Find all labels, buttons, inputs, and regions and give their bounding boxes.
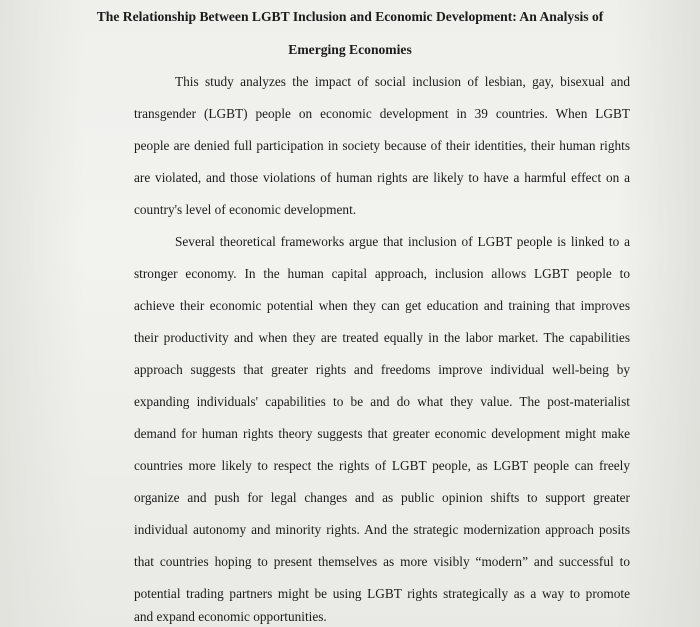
paragraph-2-line-1: Several theoretical frameworks argue that inclusion of LGBT people is linked to a — [175, 234, 630, 249]
paragraph-2-line-4: their productivity and when they are treated equally in the labor market. The capabilities — [134, 330, 630, 345]
paragraph-1-line-1: This study analyzes the impact of social inclusion of lesbian, gay, bisexual and — [175, 74, 630, 89]
paragraph-2-line-7: demand for human rights theory suggests that greater economic development might make — [134, 426, 630, 441]
paragraph-2-line-3: achieve their economic potential when they can get education and training that improves — [134, 298, 630, 313]
paragraph-2-line-2: stronger economy. In the human capital approach, inclusion allows LGBT people to — [134, 266, 630, 281]
paragraph-2-line-12: potential trading partners might be using LGBT rights strategically as a way to promote — [134, 586, 630, 601]
paragraph-2-line-13: and expand economic opportunities. — [134, 609, 327, 624]
paragraph-2-line-8: countries more likely to respect the rights of LGBT people, as LGBT people can freely — [134, 458, 630, 473]
paragraph-2-line-11: that countries hoping to present themselves as more visibly “modern” and successful to — [134, 554, 630, 569]
paragraph-1-line-5: country's level of economic development. — [134, 202, 357, 217]
paragraph-1-line-4: are violated, and those violations of human rights are likely to have a harmful effect on a — [134, 170, 630, 185]
paragraph-2-line-10: individual autonomy and minority rights. And the strategic modernization approach posits — [134, 522, 630, 537]
document-title-line-1: The Relationship Between LGBT Inclusion and Economic Development: An Analysis of — [96, 9, 604, 24]
paragraph-1-line-2: transgender (LGBT) people on economic development in 39 countries. When LGBT — [134, 106, 630, 121]
paragraph-1-line-3: people are denied full participation in society because of their identities, their human rights — [134, 138, 630, 153]
paragraph-2-line-9: organize and push for legal changes and as public opinion shifts to support greater — [134, 490, 630, 505]
document-title-line-2: Emerging Economies — [288, 42, 412, 57]
paragraph-2-line-6: expanding individuals' capabilities to be and do what they value. The post-materialist — [134, 394, 630, 409]
paragraph-2-line-5: approach suggests that greater rights and freedoms improve individual well-being by — [134, 362, 630, 377]
